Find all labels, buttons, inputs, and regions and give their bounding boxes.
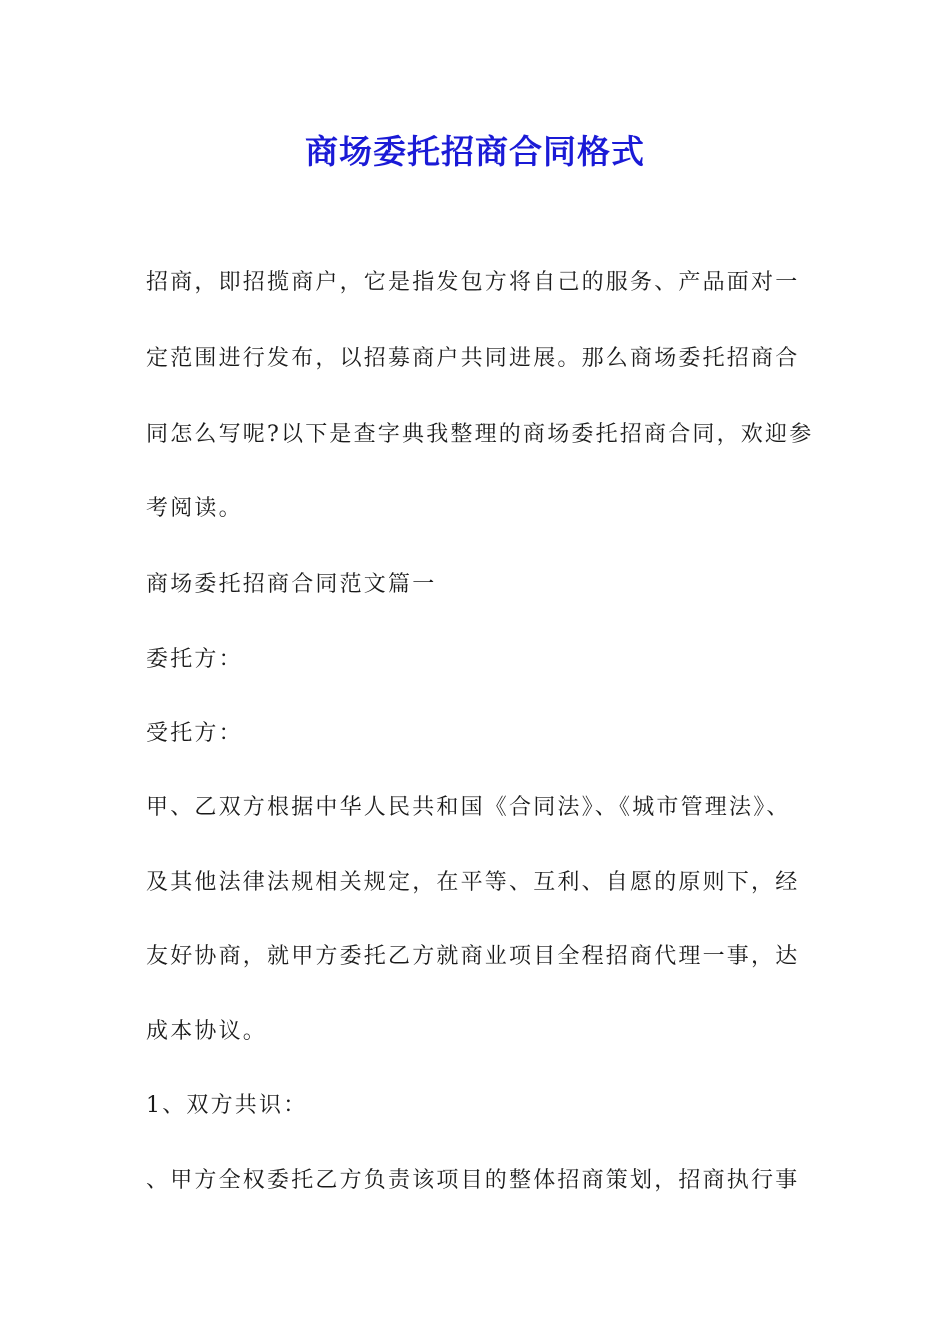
preamble-line-4: 成本协议。 [146,1019,268,1044]
section-heading: 商场委托招商合同范文篇一 [146,572,437,597]
principal-label: 委托方： [146,647,243,672]
intro-line-3: 同怎么写呢?以下是查字典我整理的商场委托招商合同，欢迎参 [146,422,814,447]
clause-line-1: 、甲方全权委托乙方负责该项目的整体招商策划，招商执行事 [146,1168,800,1193]
intro-line-4: 考阅读。 [146,496,243,521]
agent-label: 受托方： [146,721,243,746]
preamble-line-3: 友好协商，就甲方委托乙方就商业项目全程招商代理一事，达 [146,944,800,969]
document-title: 商场委托招商合同格式 [305,132,645,171]
preamble-line-2: 及其他法律法规相关规定，在平等、互利、自愿的原则下，经 [146,870,800,895]
preamble-line-1: 甲、乙双方根据中华人民共和国《合同法》、《城市管理法》、 [146,795,791,820]
intro-line-2: 定范围进行发布，以招募商户共同进展。那么商场委托招商合 [146,346,800,371]
intro-line-1: 招商，即招揽商户，它是指发包方将自己的服务、产品面对一 [146,270,800,295]
clause-heading-1: 1、双方共识： [146,1093,308,1118]
